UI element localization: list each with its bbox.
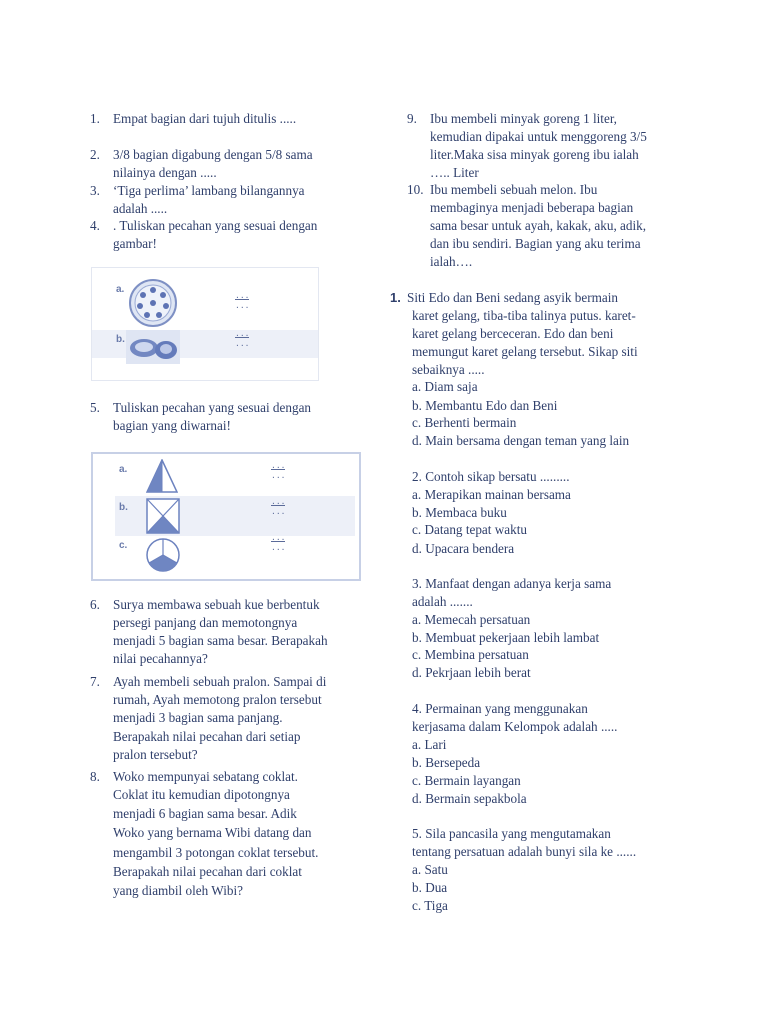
- question-text: bagian yang diwarnai!: [113, 418, 231, 433]
- question-text: Woko yang bernama Wibi datang dan: [113, 825, 312, 840]
- question-number: 6.: [90, 597, 100, 612]
- blank-fraction: [271, 534, 285, 551]
- question-text: gambar!: [113, 236, 157, 251]
- answer-option: d. Main bersama dengan teman yang lain: [412, 433, 630, 448]
- question-text: . Tuliskan pecahan yang sesuai dengan: [113, 218, 318, 233]
- question-text: nilai pecahannya?: [113, 651, 208, 666]
- question-text: ….. Liter: [430, 165, 479, 180]
- figure-label: b.: [116, 334, 125, 345]
- question-text: memungut karet gelang tersebut. Sikap siti: [412, 344, 638, 359]
- circle-thirds-shape-icon: [145, 537, 181, 573]
- question-text: adalah .....: [113, 201, 168, 216]
- figure-label: a.: [116, 284, 125, 295]
- blank-denominator: ...: [235, 339, 250, 348]
- answer-option: c. Datang tepat waktu: [412, 522, 527, 537]
- question-text: liter.Maka sisa minyak goreng ibu ialah: [430, 147, 639, 162]
- square-x-shape-icon: [146, 498, 180, 534]
- blank-numerator: ...: [271, 533, 286, 542]
- answer-option: c. Membina persatuan: [412, 647, 529, 662]
- question-number: 7.: [90, 674, 100, 689]
- question-text: Berapakah nilai pecahan dari coklat: [113, 864, 302, 879]
- question-text: Woko mempunyai sebatang coklat.: [113, 769, 298, 784]
- question-text: 4. Permainan yang menggunakan: [412, 701, 588, 716]
- triangle-shape-icon: [146, 459, 178, 493]
- blank-numerator: ...: [235, 329, 250, 338]
- answer-option: a. Memecah persatuan: [412, 612, 531, 627]
- question-text: Ayah membeli sebuah pralon. Sampai di: [113, 674, 327, 689]
- question-text: 3/8 bagian digabung dengan 5/8 sama: [113, 147, 313, 162]
- question-text: membaginya menjadi beberapa bagian: [430, 200, 634, 215]
- question-text: kerjasama dalam Kelompok adalah .....: [412, 719, 618, 734]
- question-text: yang diambil oleh Wibi?: [113, 883, 243, 898]
- answer-option: b. Membantu Edo dan Beni: [412, 398, 558, 413]
- question-number: 4.: [90, 218, 100, 233]
- answer-option: d. Bermain sepakbola: [412, 791, 527, 806]
- question-text: rumah, Ayah memotong pralon tersebut: [113, 692, 322, 707]
- question-number: 5.: [90, 400, 100, 415]
- question-text: kemudian dipakai untuk menggoreng 3/5: [430, 129, 647, 144]
- blank-denominator: ...: [271, 543, 286, 552]
- answer-option: b. Membaca buku: [412, 505, 507, 520]
- answer-option: a. Diam saja: [412, 379, 478, 394]
- question-text: Berapakah nilai pecahan dari setiap: [113, 729, 301, 744]
- question-text: Ibu membeli minyak goreng 1 liter,: [430, 111, 617, 126]
- question-text: menjadi 3 bagian sama panjang.: [113, 710, 283, 725]
- pizza-icon: [128, 278, 178, 328]
- question-number: 9.: [407, 111, 417, 126]
- question-text: adalah .......: [412, 594, 473, 609]
- question-text: Ibu membeli sebuah melon. Ibu: [430, 182, 598, 197]
- answer-option: c. Berhenti bermain: [412, 415, 517, 430]
- figure-label: a.: [119, 464, 128, 475]
- question-number: 3.: [90, 183, 100, 198]
- blank-denominator: ...: [235, 301, 250, 310]
- blank-fraction: [271, 462, 285, 479]
- fraction-figure-1: [91, 267, 319, 381]
- figure-label: b.: [119, 502, 128, 513]
- question-text: sama besar untuk ayah, kakak, aku, adik,: [430, 218, 647, 233]
- question-text: persegi panjang dan memotongnya: [113, 615, 298, 630]
- blank-fraction: [235, 292, 249, 309]
- figure-label: c.: [119, 540, 128, 551]
- cake-slices-icon: [126, 330, 180, 364]
- answer-option: d. Pekrjaan lebih berat: [412, 665, 531, 680]
- question-number: 1.: [390, 290, 401, 305]
- blank-numerator: ...: [235, 291, 250, 300]
- question-text: ialah….: [430, 254, 473, 269]
- question-number: 2.: [90, 147, 100, 162]
- question-text: mengambil 3 potongan coklat tersebut.: [113, 845, 319, 860]
- question-text: menjadi 5 bagian sama besar. Berapakah: [113, 633, 328, 648]
- question-number: 1.: [90, 111, 100, 126]
- answer-option: d. Upacara bendera: [412, 541, 515, 556]
- question-text: ‘Tiga perlima’ lambang bilangannya: [113, 183, 305, 198]
- question-number: 10.: [407, 182, 424, 197]
- blank-denominator: ...: [271, 507, 286, 516]
- question-text: Tuliskan pecahan yang sesuai dengan: [113, 400, 312, 415]
- question-text: tentang persatuan adalah bunyi sila ke ......: [412, 844, 637, 859]
- question-number: 8.: [90, 769, 100, 784]
- question-text: 5. Sila pancasila yang mengutamakan: [412, 826, 611, 841]
- question-text: karet gelang, tiba-tiba talinya putus. karet-: [412, 308, 636, 323]
- answer-option: b. Membuat pekerjaan lebih lambat: [412, 630, 600, 645]
- question-text: 3. Manfaat dengan adanya kerja sama: [412, 576, 612, 591]
- blank-denominator: ...: [271, 471, 286, 480]
- blank-fraction: [271, 498, 285, 515]
- answer-option: a. Merapikan mainan bersama: [412, 487, 571, 502]
- question-text: Surya membawa sebuah kue berbentuk: [113, 597, 320, 612]
- question-text: dan ibu sendiri. Bagian yang aku terima: [430, 236, 641, 251]
- question-text: Empat bagian dari tujuh ditulis .....: [113, 111, 297, 126]
- question-text: 2. Contoh sikap bersatu .........: [412, 469, 570, 484]
- question-text: Coklat itu kemudian dipotongnya: [113, 787, 290, 802]
- blank-fraction: [235, 330, 249, 347]
- answer-option: b. Dua: [412, 880, 448, 895]
- fraction-figure-2: [91, 452, 361, 581]
- question-text: menjadi 6 bagian sama besar. Adik: [113, 806, 297, 821]
- answer-option: c. Tiga: [412, 898, 448, 913]
- question-text: pralon tersebut?: [113, 747, 198, 762]
- question-text: Siti Edo dan Beni sedang asyik bermain: [407, 290, 618, 305]
- question-text: sebaiknya .....: [412, 362, 485, 377]
- question-text: karet gelang berceceran. Edo dan beni: [412, 326, 614, 341]
- answer-option: a. Satu: [412, 862, 448, 877]
- answer-option: a. Lari: [412, 737, 447, 752]
- blank-numerator: ...: [271, 461, 286, 470]
- question-text: nilainya dengan .....: [113, 165, 217, 180]
- answer-option: b. Bersepeda: [412, 755, 481, 770]
- blank-numerator: ...: [271, 497, 286, 506]
- answer-option: c. Bermain layangan: [412, 773, 521, 788]
